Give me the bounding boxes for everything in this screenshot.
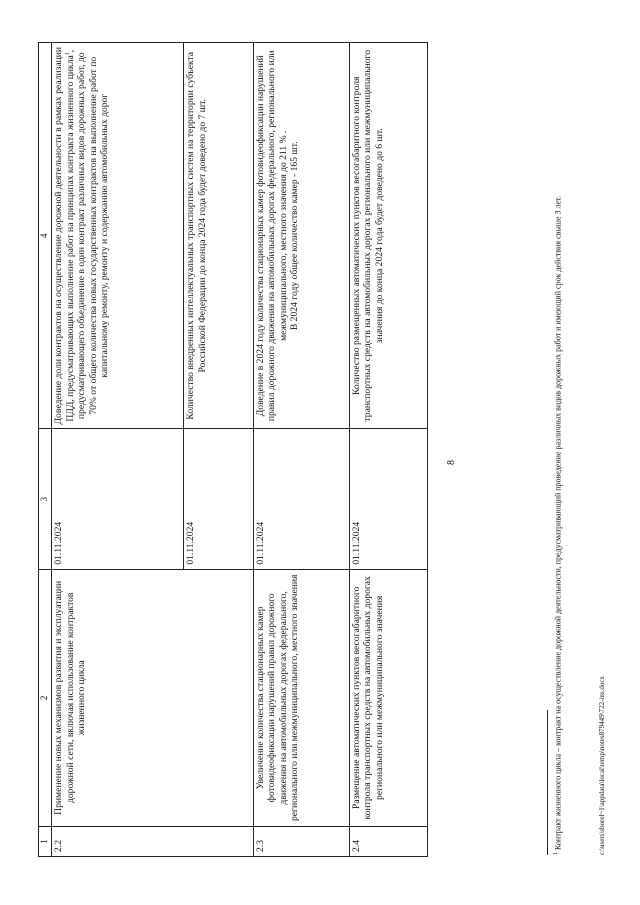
deadline-date: 01.11.2024	[52, 429, 184, 569]
table-row	[349, 43, 427, 857]
measure-text: Размещение автоматических пунктов весогабаритного контроля транспортных средств на автомобильных дорогах регионального или межмуниципального значения	[349, 569, 427, 826]
row-number: 2.3	[253, 826, 349, 856]
table-row	[253, 43, 349, 857]
result-text-part: Доведение в 2024 году количества стационарных камер фотовидеофиксации нарушений правил дорожного движения на автомобильных дорогах федерального, регионального или межмуниципального, местного значения до 211 % .	[254, 50, 289, 422]
deadline-date: 01.11.2024	[184, 429, 253, 569]
row-number: 2.2	[52, 826, 253, 856]
measure-text: Увеличение количества стационарных камер фотовидеофиксации нарушений правил дорожного движения на автомобильных дорогах федерального, регионального или межмуниципального, местного значения	[253, 569, 349, 826]
footnote-ref: 1	[64, 52, 71, 56]
result-text	[52, 43, 184, 429]
result-text-part: , предусматривающего объединение в один контракт различных видов дорожных работ, до 70% от общего количества новых государственных контрактов на выполнение работ по капитальному ремонту, ремонту и содержанию автомобильных дорог	[64, 49, 111, 420]
footnote	[552, 35, 564, 855]
result-text: Количество внедренных интеллектуальных транспортных систем на территории субъекта Российской Федерации до конца 2024 года будет доведено до 7 шт.	[184, 43, 253, 429]
footnote-separator	[547, 710, 548, 855]
measure-text: Применение новых механизмов развития и эксплуатации дорожной сети, включая использование контрактов жизненного цикла	[52, 569, 253, 826]
row-number: 2.4	[349, 826, 427, 856]
footnote-text: Контракт жизненного цикла – контракт на осуществление дорожной деятельности, предусматривающий проведение различных видов дорожных работ и имеющий срок действия свыше 3 лет.	[553, 196, 563, 850]
result-text-part: Доведение доли контрактов на осуществление дорожной деятельности в рамках реализации ПДД, предусматривающих выполнение работ на принципах контракта жизненного цикла	[53, 46, 76, 425]
header-col-3: 3	[39, 429, 52, 569]
header-col-2: 2	[39, 569, 52, 826]
result-text	[253, 43, 349, 429]
header-col-1: 1	[39, 826, 52, 856]
header-col-4: 4	[39, 43, 52, 429]
page-number: 8	[446, 460, 457, 465]
result-text: Количество размещенных автоматических пунктов весогабаритного контроля транспортных средств на автомобильных дорогах регионального или межмуниципального значения до конца 2024 года будет доведено до 6 шт.	[349, 43, 427, 429]
table-header-row	[39, 43, 52, 857]
footnote-mark: 1	[553, 852, 559, 855]
table-row	[52, 43, 184, 857]
deadline-date: 01.11.2024	[253, 429, 349, 569]
deadline-date: 01.11.2024	[349, 429, 427, 569]
measures-table	[38, 42, 428, 857]
result-text-part: В 2024 году общее количество камер - 165 шт.	[289, 141, 300, 331]
file-path: c:\users\sborel~1\appdata\local\temp\notes879449\722-ins.docx	[598, 676, 606, 855]
